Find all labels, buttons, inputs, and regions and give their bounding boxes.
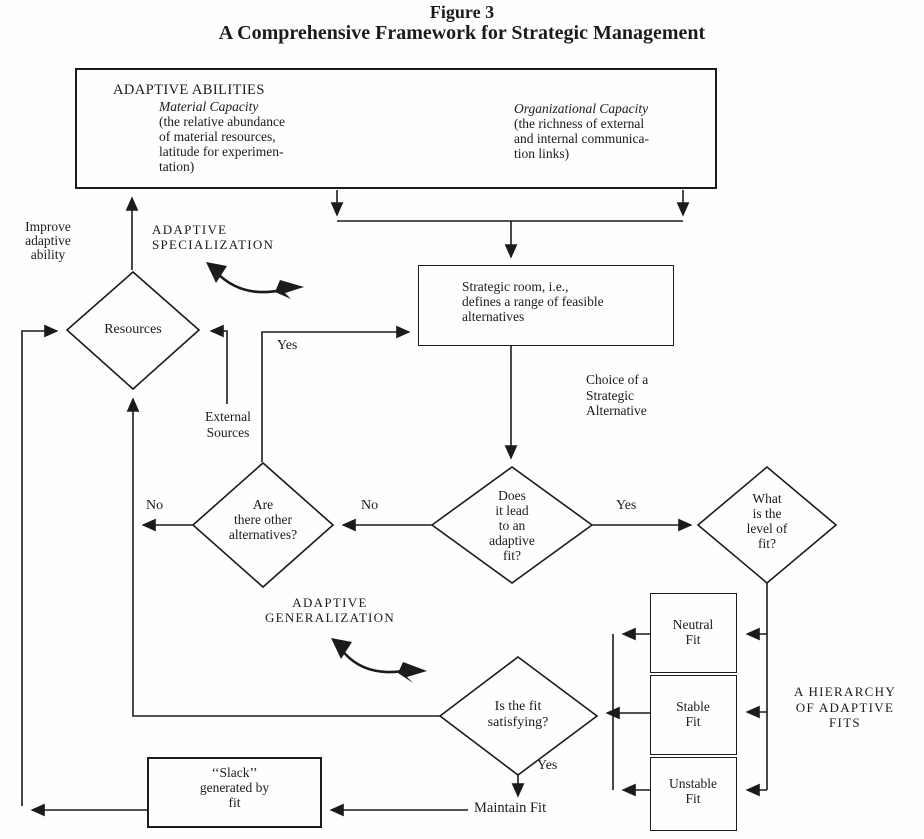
adaptive-specialization-label xyxy=(152,222,274,252)
material-capacity-line: latitude for experimen- xyxy=(159,144,284,159)
adaptive-fit-line: fit? xyxy=(503,548,521,563)
fit-level-line: level of xyxy=(746,521,788,536)
resources-diamond-label: Resources xyxy=(104,322,162,337)
strategic-room-line: alternatives xyxy=(462,309,525,324)
fit-level-diamond-label xyxy=(707,491,827,551)
yes-label-alternatives-path: Yes xyxy=(277,338,298,353)
neutral-fit-text xyxy=(651,617,735,647)
neutral-fit-box xyxy=(650,593,737,673)
unstable-fit-line: Fit xyxy=(685,791,701,806)
generalization-line: GENERALIZATION xyxy=(264,610,396,625)
fit-level-line: fit? xyxy=(758,536,776,551)
organizational-capacity-line: and internal communica- xyxy=(514,131,649,146)
choice-line: Choice of a xyxy=(586,372,649,387)
specialization-line: ADAPTIVE xyxy=(152,222,228,237)
unstable-fit-text xyxy=(651,776,735,806)
unstable-fit-box xyxy=(650,757,737,831)
generalization-curved-arrow-icon xyxy=(331,638,427,683)
adaptive-fit-diamond-label xyxy=(452,488,572,563)
hierarchy-line: FITS xyxy=(829,715,861,730)
generalization-line: ADAPTIVE xyxy=(292,595,368,610)
figure-number: Figure 3 xyxy=(429,2,495,22)
neutral-fit-line: Neutral xyxy=(672,617,714,632)
improve-line: adaptive xyxy=(25,233,71,248)
stable-fit-text xyxy=(651,699,735,729)
improve-line: ability xyxy=(30,247,66,262)
maintain-fit-label: Maintain Fit xyxy=(474,800,547,816)
strategic-room-line: defines a range of feasible xyxy=(462,294,604,309)
choice-line: Alternative xyxy=(586,403,647,418)
adaptive-fit-line: to an xyxy=(498,518,526,533)
slack-box xyxy=(147,757,322,828)
slack-line: ‘‘Slack’’ xyxy=(211,765,258,780)
external-sources-label xyxy=(186,409,270,441)
alternatives-line: alternatives? xyxy=(228,527,298,542)
external-sources-line: Sources xyxy=(206,425,250,440)
organizational-capacity-title: Organizational Capacity xyxy=(514,101,649,116)
specialization-curved-arrow-icon xyxy=(206,262,304,299)
improve-adaptive-label xyxy=(4,220,92,262)
adaptive-fit-line: adaptive xyxy=(489,533,535,548)
stable-fit-line: Stable xyxy=(676,699,710,714)
material-capacity-line: tation) xyxy=(159,159,195,174)
unstable-fit-line: Unstable xyxy=(669,776,717,791)
slack-text xyxy=(149,765,320,810)
satisfying-diamond-label xyxy=(448,699,588,731)
organizational-capacity-line: (the richness of external xyxy=(514,116,645,131)
stable-fit-line: Fit xyxy=(685,714,701,729)
yes-label-fit-path: Yes xyxy=(616,498,637,513)
alternatives-line: there other xyxy=(233,512,293,527)
choice-of-alternative-label xyxy=(586,372,648,419)
choice-line: Strategic xyxy=(586,387,634,403)
material-capacity-line: of material resources, xyxy=(159,129,276,144)
slack-line: fit xyxy=(228,795,241,810)
hierarchy-line: OF ADAPTIVE xyxy=(795,699,895,715)
adaptive-fit-line: it lead xyxy=(495,503,529,518)
improve-line: Improve xyxy=(25,219,71,234)
neutral-fit-line: Fit xyxy=(685,632,701,647)
alternatives-line: Are xyxy=(252,497,274,512)
fit-level-line: What xyxy=(752,491,782,506)
figure-title: A Comprehensive Framework for Strategic Management xyxy=(218,22,706,44)
external-sources-line: External xyxy=(205,409,251,424)
strategic-room-text xyxy=(462,279,604,324)
satisfying-line: Is the fit xyxy=(494,699,542,714)
organizational-capacity-line: tion links) xyxy=(514,146,570,161)
satisfying-line: satisfying? xyxy=(487,715,549,730)
specialization-line: SPECIALIZATION xyxy=(152,237,275,252)
adaptive-abilities-heading: ADAPTIVE ABILITIES xyxy=(113,82,265,98)
organizational-capacity-block xyxy=(514,101,649,161)
hierarchy-of-fits-label xyxy=(781,684,909,731)
alternatives-diamond-label xyxy=(193,497,333,542)
no-label-mid-path: No xyxy=(361,498,379,513)
yes-label-satisfying-path: Yes xyxy=(537,758,558,773)
material-capacity-block xyxy=(159,99,285,174)
stable-fit-box xyxy=(650,675,737,755)
fit-level-line: is the xyxy=(752,506,782,521)
adaptive-generalization-label xyxy=(252,595,408,625)
adaptive-fit-line: Does xyxy=(498,488,526,503)
hierarchy-line: A HIERARCHY xyxy=(793,684,897,699)
strategic-room-box xyxy=(418,265,674,346)
no-label-left-path: No xyxy=(146,498,164,513)
slack-line: generated by xyxy=(199,780,270,795)
adaptive-abilities-box xyxy=(75,68,717,189)
material-capacity-title: Material Capacity xyxy=(159,99,259,114)
material-capacity-line: (the relative abundance xyxy=(159,114,285,129)
strategic-room-line: Strategic room, i.e., xyxy=(462,279,569,294)
